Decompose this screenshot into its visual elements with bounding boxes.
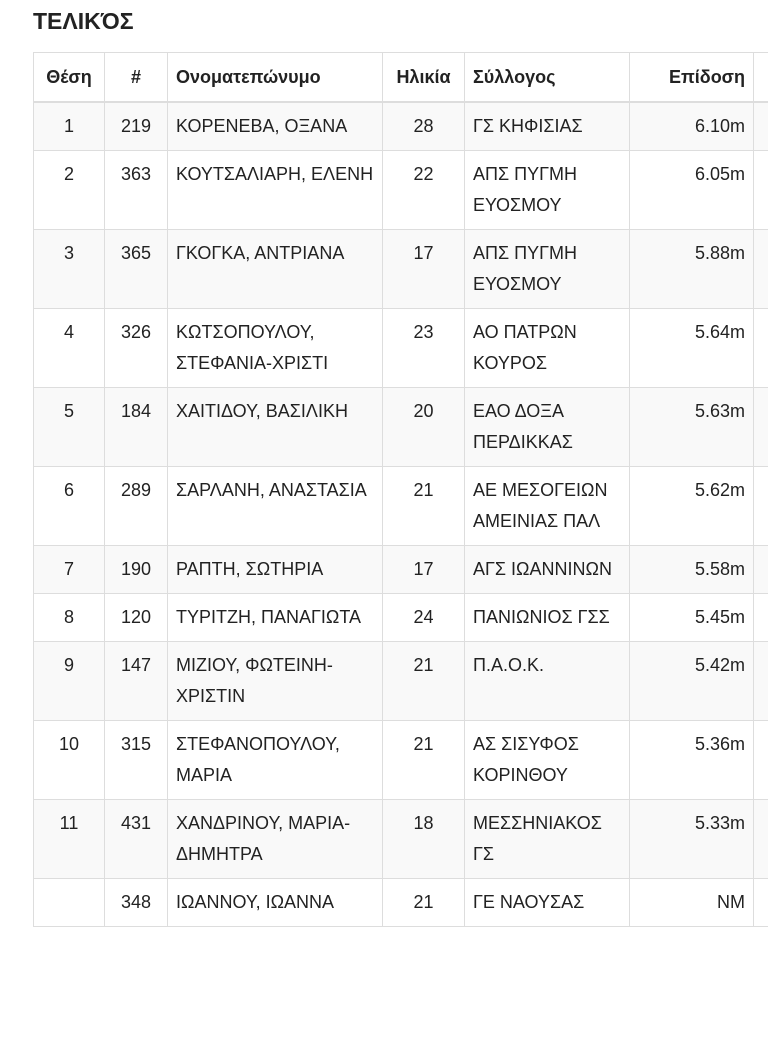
table-row <box>34 388 768 467</box>
cell-age: 23 <box>383 309 465 388</box>
cell-name: ΧΑΙΤΙΔΟΥ, ΒΑΣΙΛΙΚΗ <box>168 388 383 467</box>
cell-bib: 190 <box>105 546 168 594</box>
cell-age: 20 <box>383 388 465 467</box>
column-header-club: Σύλλογος <box>465 53 630 103</box>
cell-extra <box>754 800 768 879</box>
table-row <box>34 151 768 230</box>
column-header-age: Ηλικία <box>383 53 465 103</box>
cell-club: ΕΑΟ ΔΟΞΑ ΠΕΡΔΙΚΚΑΣ <box>465 388 630 467</box>
cell-position: 10 <box>34 721 105 800</box>
cell-name: ΚΟΡΕΝΕΒΑ, ΟΞΑΝΑ <box>168 102 383 151</box>
cell-position: 2 <box>34 151 105 230</box>
cell-performance: 5.45m <box>630 594 754 642</box>
cell-club: ΑΓΣ ΙΩΑΝΝΙΝΩΝ <box>465 546 630 594</box>
cell-performance: 5.63m <box>630 388 754 467</box>
cell-name: ΣΑΡΛΑΝΗ, ΑΝΑΣΤΑΣΙΑ <box>168 467 383 546</box>
column-header-name: Ονοματεπώνυμο <box>168 53 383 103</box>
column-header-performance: Επίδοση <box>630 53 754 103</box>
cell-position: 3 <box>34 230 105 309</box>
results-table-body <box>34 102 768 927</box>
cell-performance: 5.62m <box>630 467 754 546</box>
cell-position <box>34 879 105 927</box>
cell-club: ΑΠΣ ΠΥΓΜΗ ΕΥΟΣΜΟΥ <box>465 151 630 230</box>
cell-age: 21 <box>383 879 465 927</box>
cell-performance: 5.64m <box>630 309 754 388</box>
cell-bib: 120 <box>105 594 168 642</box>
cell-age: 17 <box>383 230 465 309</box>
cell-bib: 315 <box>105 721 168 800</box>
cell-bib: 147 <box>105 642 168 721</box>
cell-extra <box>754 721 768 800</box>
cell-bib: 348 <box>105 879 168 927</box>
cell-age: 18 <box>383 800 465 879</box>
table-row <box>34 642 768 721</box>
cell-club: ΑΕ ΜΕΣΟΓΕΙΩΝ ΑΜΕΙΝΙΑΣ ΠΑΛ <box>465 467 630 546</box>
cell-position: 9 <box>34 642 105 721</box>
column-header-position: Θέση <box>34 53 105 103</box>
column-header-extra <box>754 53 768 103</box>
cell-position: 8 <box>34 594 105 642</box>
table-row <box>34 879 768 927</box>
cell-name: ΓΚΟΓΚΑ, ΑΝΤΡΙΑΝΑ <box>168 230 383 309</box>
table-row <box>34 594 768 642</box>
cell-club: ΠΑΝΙΩΝΙΟΣ ΓΣΣ <box>465 594 630 642</box>
cell-name: ΜΙΖΙΟΥ, ΦΩΤΕΙΝΗ-ΧΡΙΣΤΙΝ <box>168 642 383 721</box>
cell-extra <box>754 151 768 230</box>
cell-position: 4 <box>34 309 105 388</box>
cell-extra <box>754 879 768 927</box>
cell-name: ΡΑΠΤΗ, ΣΩΤΗΡΙΑ <box>168 546 383 594</box>
cell-bib: 431 <box>105 800 168 879</box>
cell-age: 21 <box>383 642 465 721</box>
table-row <box>34 102 768 151</box>
cell-bib: 289 <box>105 467 168 546</box>
cell-performance: 5.88m <box>630 230 754 309</box>
cell-club: ΑΟ ΠΑΤΡΩΝ ΚΟΥΡΟΣ <box>465 309 630 388</box>
results-table <box>33 52 768 927</box>
cell-bib: 184 <box>105 388 168 467</box>
cell-performance: 5.36m <box>630 721 754 800</box>
cell-name: ΚΩΤΣΟΠΟΥΛΟΥ, ΣΤΕΦΑΝΙΑ-ΧΡΙΣΤΙ <box>168 309 383 388</box>
table-row <box>34 309 768 388</box>
cell-extra <box>754 594 768 642</box>
cell-performance: NM <box>630 879 754 927</box>
cell-bib: 219 <box>105 102 168 151</box>
cell-age: 28 <box>383 102 465 151</box>
cell-extra <box>754 388 768 467</box>
cell-extra <box>754 467 768 546</box>
cell-extra <box>754 309 768 388</box>
cell-age: 21 <box>383 467 465 546</box>
cell-club: ΓΕ ΝΑΟΥΣΑΣ <box>465 879 630 927</box>
cell-club: ΑΣ ΣΙΣΥΦΟΣ ΚΟΡΙΝΘΟΥ <box>465 721 630 800</box>
cell-performance: 5.58m <box>630 546 754 594</box>
cell-club: ΓΣ ΚΗΦΙΣΙΑΣ <box>465 102 630 151</box>
cell-extra <box>754 102 768 151</box>
cell-club: Π.Α.Ο.Κ. <box>465 642 630 721</box>
cell-position: 11 <box>34 800 105 879</box>
cell-name: ΙΩΑΝΝΟΥ, ΙΩΑΝΝΑ <box>168 879 383 927</box>
cell-extra <box>754 642 768 721</box>
cell-name: ΣΤΕΦΑΝΟΠΟΥΛΟΥ, ΜΑΡΙΑ <box>168 721 383 800</box>
cell-performance: 5.33m <box>630 800 754 879</box>
cell-performance: 6.10m <box>630 102 754 151</box>
header-row <box>34 53 768 103</box>
table-row <box>34 546 768 594</box>
page-title: ΤΕΛΙΚΌΣ <box>33 8 134 34</box>
cell-bib: 363 <box>105 151 168 230</box>
table-row <box>34 230 768 309</box>
results-table-header <box>34 53 768 103</box>
cell-age: 22 <box>383 151 465 230</box>
cell-extra <box>754 230 768 309</box>
cell-club: ΑΠΣ ΠΥΓΜΗ ΕΥΟΣΜΟΥ <box>465 230 630 309</box>
table-row <box>34 467 768 546</box>
cell-bib: 326 <box>105 309 168 388</box>
cell-performance: 6.05m <box>630 151 754 230</box>
cell-club: ΜΕΣΣΗΝΙΑΚΟΣ ΓΣ <box>465 800 630 879</box>
cell-age: 17 <box>383 546 465 594</box>
cell-name: ΤΥΡΙΤΖΗ, ΠΑΝΑΓΙΩΤΑ <box>168 594 383 642</box>
table-row <box>34 800 768 879</box>
table-row <box>34 721 768 800</box>
cell-name: ΚΟΥΤΣΑΛΙΑΡΗ, ΕΛΕΝΗ <box>168 151 383 230</box>
cell-position: 1 <box>34 102 105 151</box>
cell-age: 24 <box>383 594 465 642</box>
cell-extra <box>754 546 768 594</box>
cell-position: 7 <box>34 546 105 594</box>
column-header-bib: # <box>105 53 168 103</box>
cell-name: ΧΑΝΔΡΙΝΟΥ, ΜΑΡΙΑ-ΔΗΜΗΤΡΑ <box>168 800 383 879</box>
cell-bib: 365 <box>105 230 168 309</box>
cell-performance: 5.42m <box>630 642 754 721</box>
cell-age: 21 <box>383 721 465 800</box>
cell-position: 6 <box>34 467 105 546</box>
cell-position: 5 <box>34 388 105 467</box>
